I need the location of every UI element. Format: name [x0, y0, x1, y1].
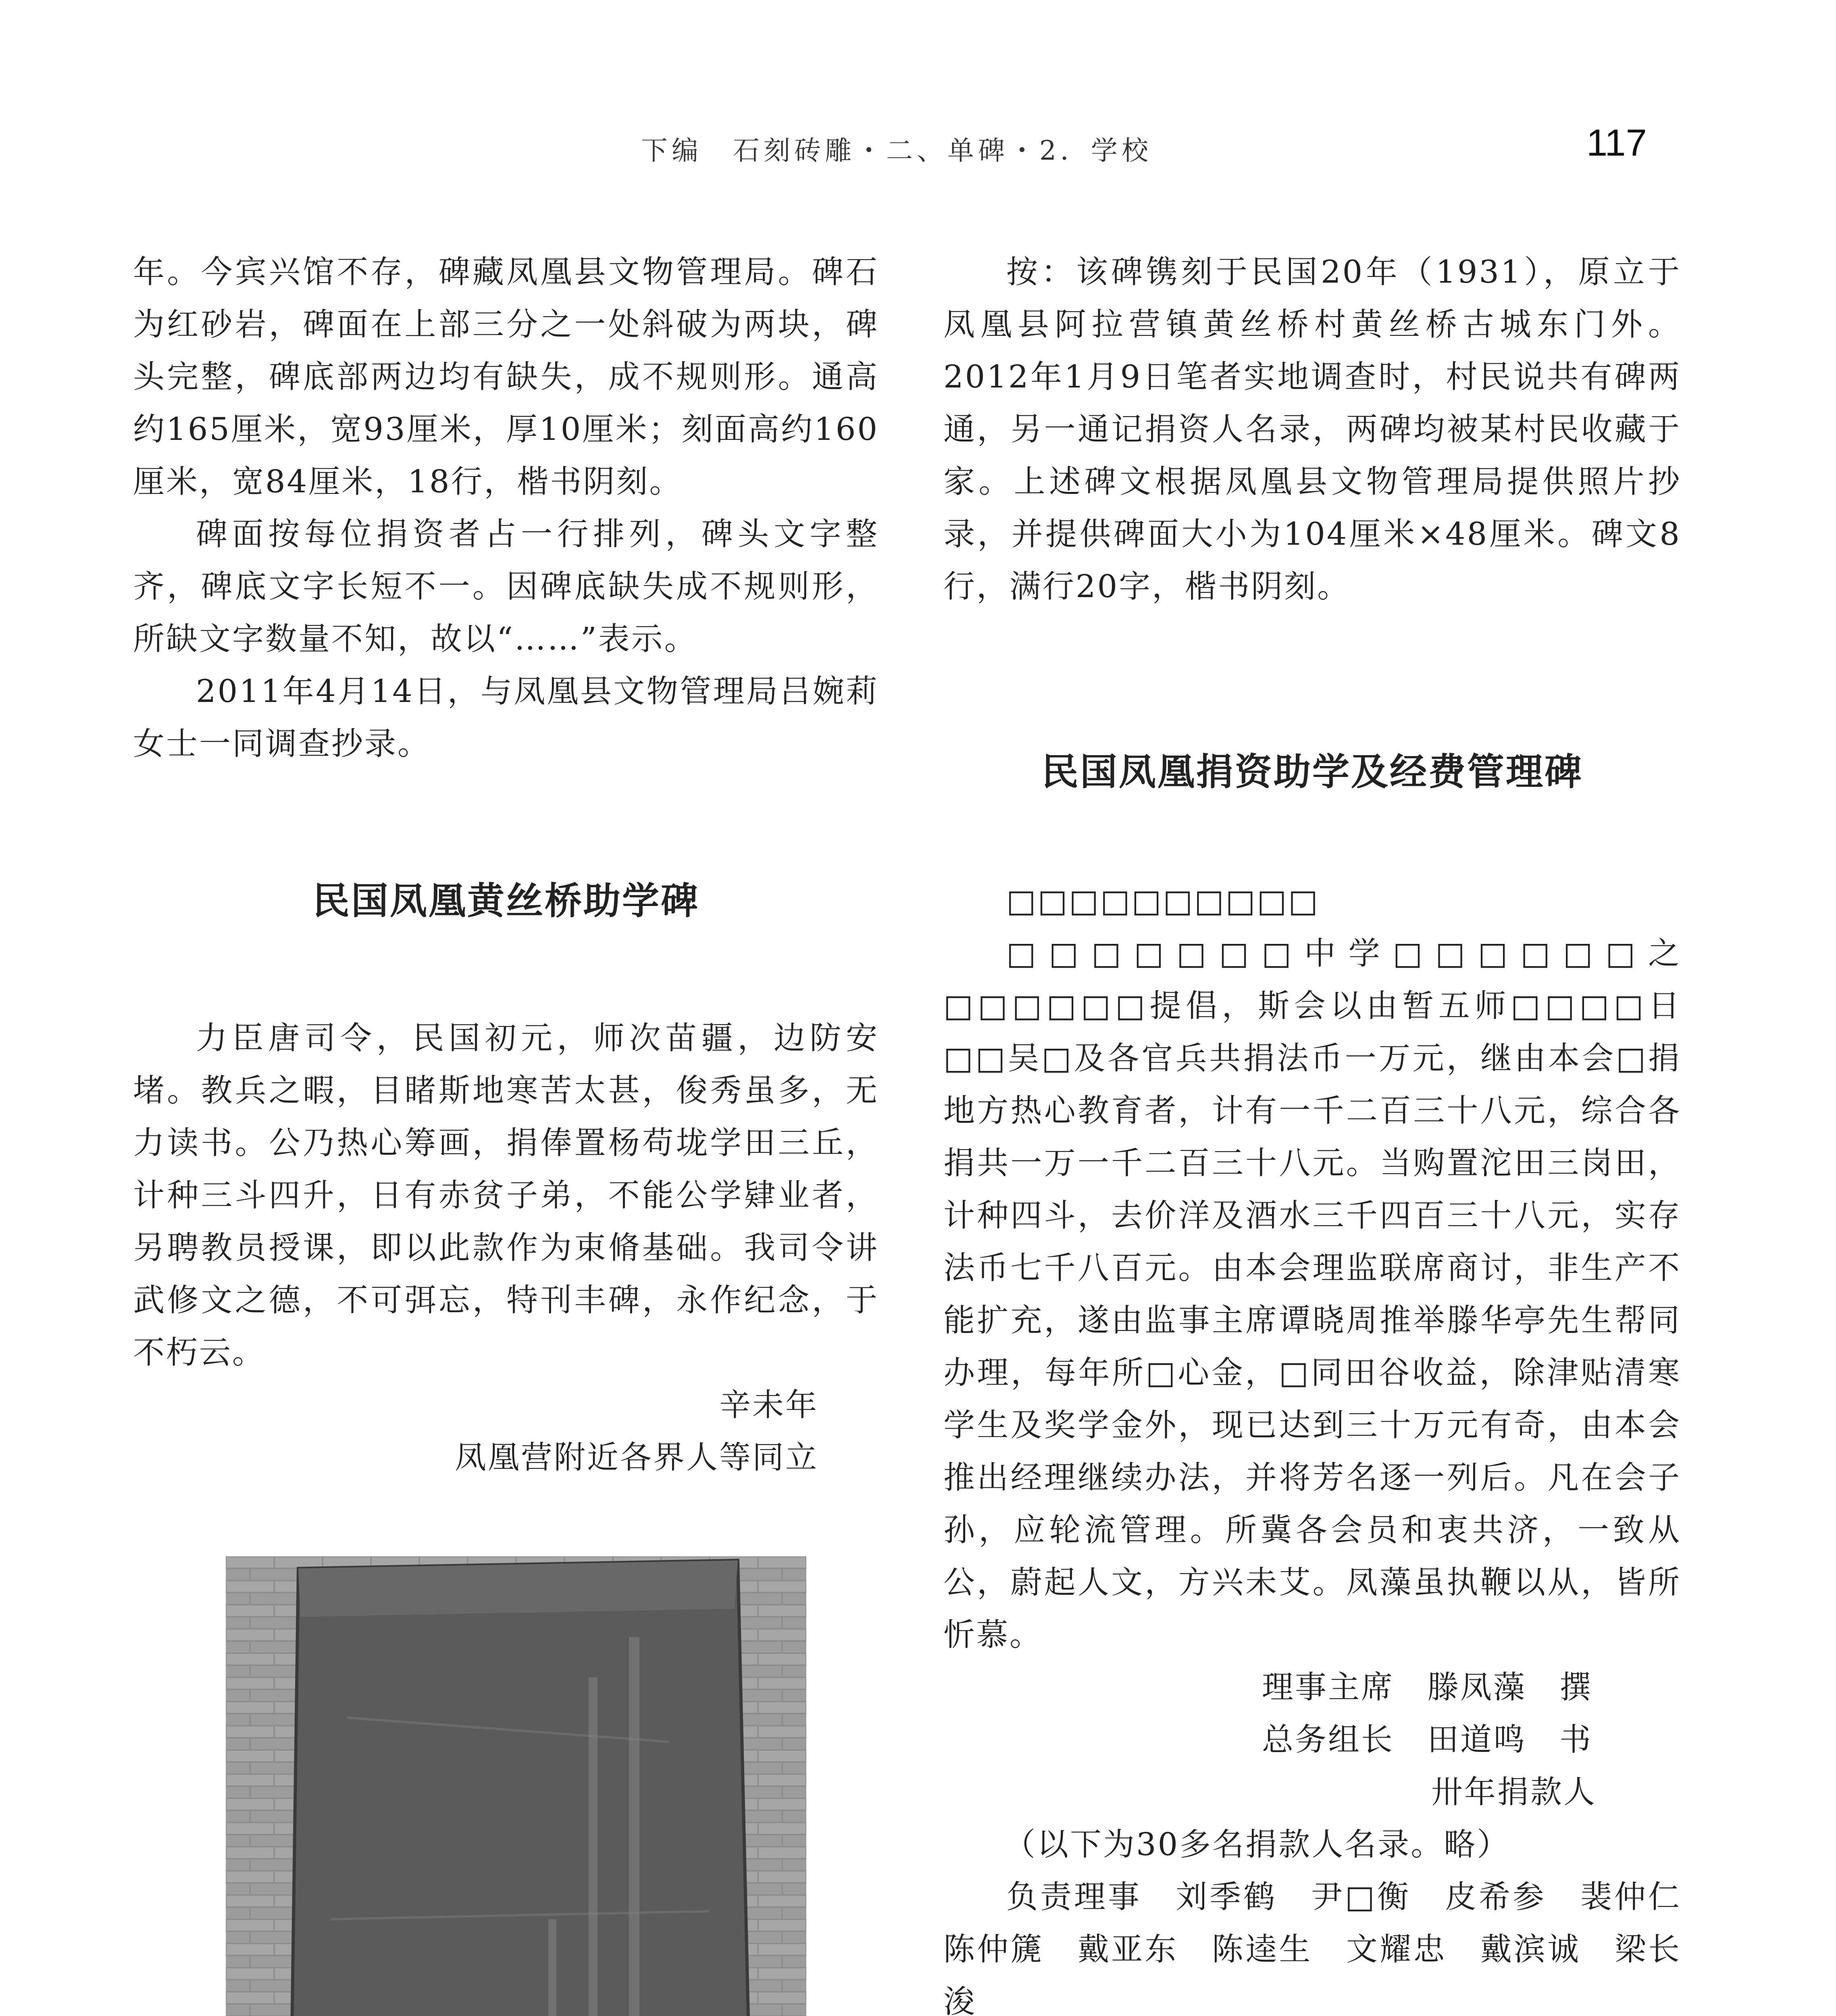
- signature-role: 总务组长: [1262, 1722, 1395, 1758]
- left-article-title: 民国凤凰黄丝桥助学碑: [312, 879, 699, 923]
- left-paragraph-3: 2011年4月14日，与凤凰县文物管理局吕婉莉女士一同调查抄录。: [133, 673, 879, 762]
- page-header: [0, 121, 1836, 177]
- signature-role: 理事主席: [1262, 1669, 1395, 1706]
- right-article-title: 民国凤凰捐资助学及经费管理碑: [1041, 750, 1583, 793]
- donor-list: 负责理事 刘季鹤 尹□衡 皮希参 裴仲仁 陈仲篪 戴亚东 陈逵生 文耀忠 戴滨诚 梁长浚: [943, 1879, 1715, 2016]
- signature-name: 田道鸣: [1427, 1722, 1527, 1758]
- donors-heading: 卅年捐款人: [1431, 1774, 1597, 1810]
- signature-line-1: [943, 1661, 1681, 1714]
- signature-action: 书: [1559, 1722, 1593, 1758]
- left-inscription-date: 辛未年: [719, 1387, 818, 1423]
- right-inscription-body: □□□□□□□中学□□□□□□之□□□□□□提倡，斯会以由暂五师□□□□日□□吴□及各官兵共捐法币一万元，继由本会□捐地方热心教育者，计有一千二百三十八元，综合各捐共一万一千二百三十八元。当购置沱田三岗田，计种四斗，去价洋及酒水三千四百三十八元，实存法币七千八百元。由本会理监联席商讨，非生产不能扩充，遂由监事主席谭晓周推举滕华亭先生帮同办理，每年所□心金，□同田谷收益，除津贴清寒学生及奖学金外，现已达到三十万元有奇，由本会推出经理继续办法，并将芳名逐一列后。凡在会子孙，应轮流管理。所冀各会员和衷共济，一致从公，蔚起人文，方兴未艾。凤藻虽执鞭以从，皆所忻慕。: [943, 935, 1681, 1653]
- running-head: 下编 石刻砖雕・二、单碑・2．学校: [641, 135, 1152, 166]
- left-paragraph-1: 年。今宾兴馆不存，碑藏凤凰县文物管理局。碑石为红砂岩，碑面在上部三分之一处斜破为两块，碑头完整，碑底部两边均有缺失，成不规则形。通高约165厘米，宽93厘米，厚10厘米；刻面高约160厘米，宽84厘米，18行，楷书阴刻。: [133, 254, 879, 500]
- signature-line-2: [943, 1714, 1681, 1766]
- left-inscription-body: 力臣唐司令，民国初元，师次苗疆，边防安堵。教兵之暇，目睹斯地寒苦太甚，俊秀虽多，无力读书。公乃热心筹画，捐俸置杨苟垅学田三丘，计种三斗四升，日有赤贫子弟，不能公学肄业者，另聘教员授课，即以此款作为束脩基础。我司令讲武修文之德，不可弭忘，特刊丰碑，永作纪念，于不朽云。: [133, 1020, 879, 1371]
- stele-photo: [226, 1556, 806, 2016]
- missing-text-line: □□□□□□□□□□: [1006, 883, 1320, 919]
- left-column: [133, 246, 879, 1484]
- left-paragraph-2: 碑面按每位捐资者占一行排列，碑头文字整齐，碑底文字长短不一。因碑底缺失成不规则形，所缺文字数量不知，故以“……”表示。: [133, 516, 879, 657]
- right-column: [943, 246, 1715, 2016]
- right-paragraph-1: 按：该碑镌刻于民国20年（1931），原立于凤凰县阿拉营镇黄丝桥村黄丝桥古城东门外。2012年1月9日笔者实地调查时，村民说共有碑两通，另一通记捐资人名录，两碑均被某村民收藏于家。上述碑文根据凤凰县文物管理局提供照片抄录，并提供碑面大小为104厘米×48厘米。碑文8行，满行20字，楷书阴刻。: [943, 254, 1681, 605]
- left-inscription-signer: 凤凰营附近各界人等同立: [454, 1439, 818, 1476]
- signature-name: 滕凤藻: [1427, 1669, 1527, 1706]
- omission-note: （以下为30多名捐款人名录。略）: [1004, 1826, 1510, 1863]
- page-number: 117: [1586, 121, 1647, 164]
- signature-action: 撰: [1559, 1669, 1593, 1706]
